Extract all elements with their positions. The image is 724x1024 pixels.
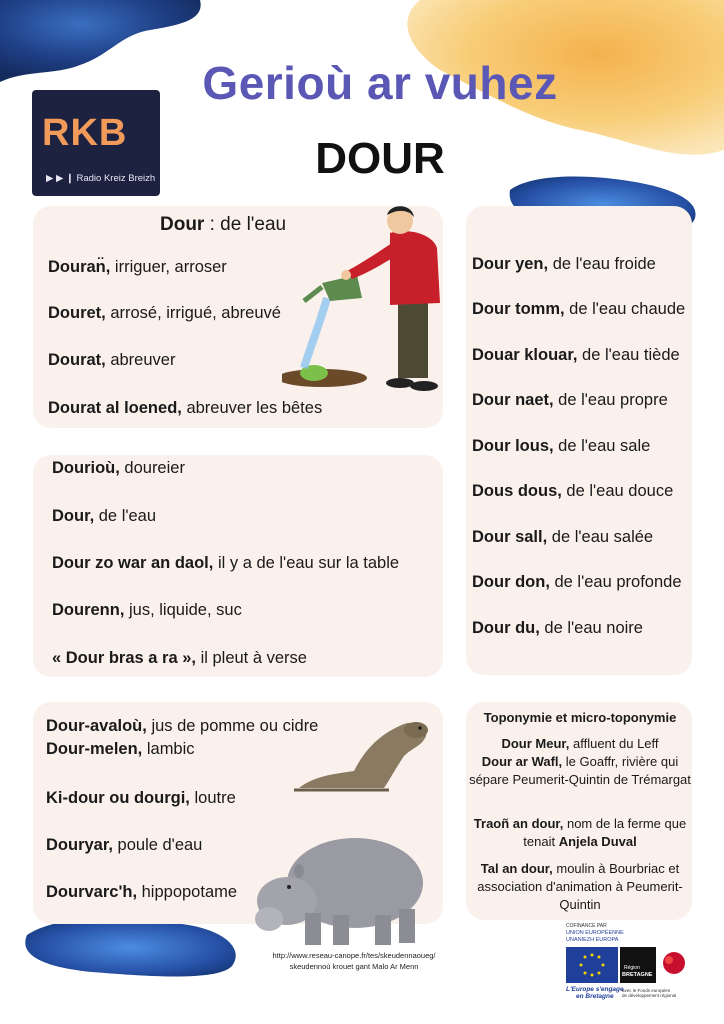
- toponymy-paragraph-3: Tal an dour, moulin à Bourbriac et association d'animation à Peumerit-Quintin: [477, 861, 683, 912]
- toponymy-paragraph-2: Traoñ an dour, nom de la ferme que tenait Anjela Duval: [473, 816, 687, 849]
- list-item: Dour naet, de l'eau propre: [472, 391, 668, 409]
- list-item: Dour zo war an daol, il y a de l'eau sur la table: [52, 554, 400, 572]
- list-item: Douryar, poule d'eau: [46, 836, 203, 854]
- region-label: Région: [624, 965, 640, 971]
- list-item: Douar klouar, de l'eau tiède: [472, 346, 680, 364]
- toponymy-paragraph-1: Dour Meur, affluent du Leff Dour ar Wafl, le Goaffr, rivière qui sépare Peumerit-Quintin de Trémargat: [469, 736, 691, 787]
- list-item: Douran̈, irriguer, arroser: [48, 258, 227, 276]
- list-item: Dourenn, jus, liquide, suc: [52, 601, 242, 619]
- fund-label: avec le Fonds européen de développement régional: [622, 988, 677, 998]
- list-item: Dour-avaloù, jus de pomme ou cidre: [46, 717, 319, 735]
- list-item: Dour du, de l'eau noire: [472, 619, 643, 637]
- logo-tagline: ▶ ▶ ❙ Radio Kreiz Breizh: [46, 173, 156, 184]
- eu-funding-label: COFINANCÉ PAR: [566, 923, 607, 929]
- list-item: Douret, arrosé, irrigué, abreuvé: [48, 304, 281, 322]
- list-item: Dourat, abreuver: [48, 351, 176, 369]
- illustration-credit: [246, 950, 462, 972]
- toponymy-heading: Toponymie et micro-toponymie: [483, 710, 677, 725]
- region-bretagne-logo: [620, 947, 656, 983]
- page-title: Gerioù ar vuhez: [202, 57, 558, 109]
- list-item: Dour yen, de l'eau froide: [472, 255, 656, 273]
- list-item: Dourioù, doureier: [52, 459, 185, 477]
- red-association-logo: [658, 949, 690, 979]
- man-watering-illustration: [282, 203, 448, 395]
- list-item: « Dour bras a ra », il pleut à verse: [52, 649, 307, 667]
- otter-illustration: [294, 716, 434, 796]
- list-item: Dour don, de l'eau profonde: [472, 573, 682, 591]
- engage-label: L'Europe s'engage en Bretagne: [566, 986, 624, 1000]
- list-item: Ki-dour ou dourgi, loutre: [46, 789, 236, 807]
- list-item: Dour tomm, de l'eau chaude: [472, 300, 686, 318]
- hippopotamus-illustration: [255, 823, 425, 949]
- eu-name-breton: UNANIEZH EUROPA: [566, 937, 619, 943]
- list-item: Dour lous, de l'eau sale: [472, 437, 651, 455]
- list-item: Dourvarc'h, hippopotame: [46, 883, 238, 901]
- logo-text: RKB: [42, 112, 128, 154]
- card1-heading: Dour : de l'eau: [160, 214, 287, 235]
- credit-author: skeudennoù krouet gant Malo Ar Menn: [289, 962, 419, 971]
- list-item: Dourat al loened, abreuver les bêtes: [48, 399, 323, 417]
- list-item: Dous dous, de l'eau douce: [472, 482, 674, 500]
- credit-url[interactable]: http://www.reseau-canope.fr/tes/skeudennaoueg/: [272, 951, 436, 960]
- list-item: Dour sall, de l'eau salée: [472, 528, 654, 546]
- list-item: Dour, de l'eau: [52, 507, 157, 525]
- region-name: BRETAGNE: [622, 972, 653, 978]
- page-subtitle: DOUR: [315, 134, 445, 183]
- list-item: Dour-melen, lambic: [46, 740, 195, 758]
- eu-flag-icon: [566, 947, 618, 983]
- eu-name: UNION EUROPÉENNE: [566, 930, 624, 936]
